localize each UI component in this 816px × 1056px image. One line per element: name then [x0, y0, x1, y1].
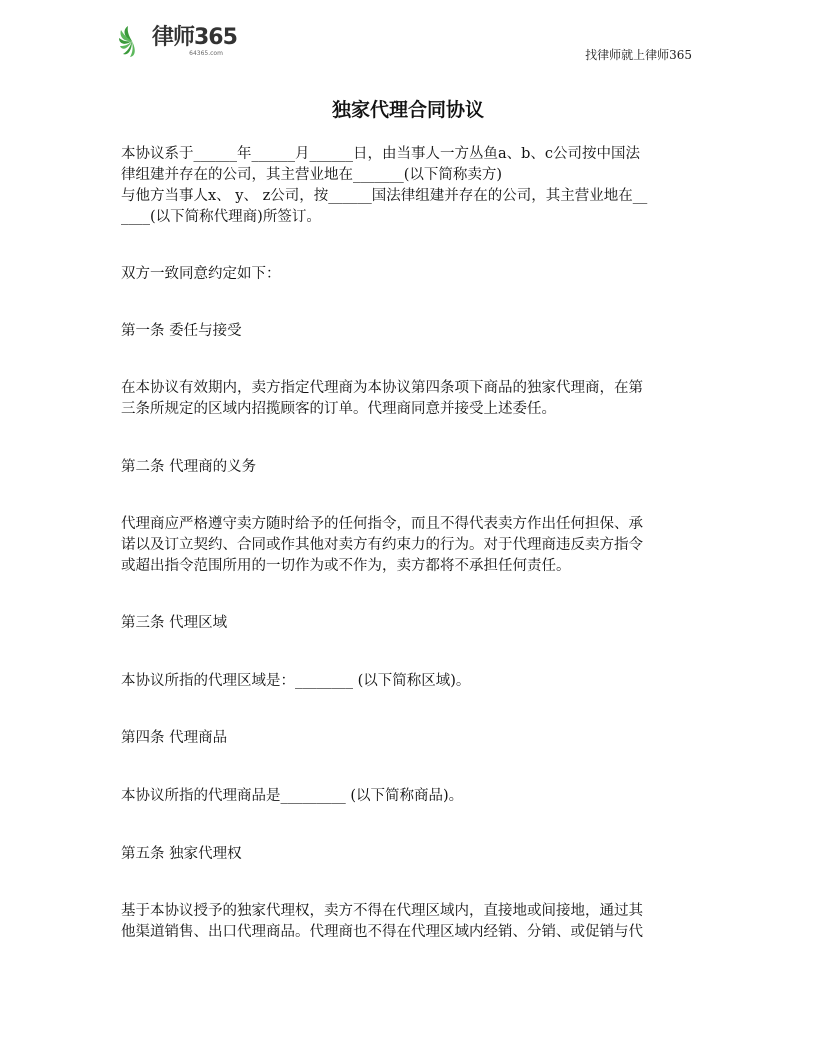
section-heading: 第一条 委任与接受: [121, 323, 242, 339]
logo-subtext: 64365.com: [189, 49, 223, 57]
paragraph-line: 律组建并存在的公司，其主营业地在_______(以下简称卖方): [121, 167, 503, 183]
section-heading: 第二条 代理商的义务: [121, 459, 257, 475]
paragraph-line: 本协议系于______年______月______日，由当事人一方丛鱼a、b、c公司按中国法: [121, 146, 641, 162]
section-heading: 第四条 代理商品: [121, 730, 228, 746]
paragraph-line: 或超出指令范围所用的一切作为或不作为，卖方都将不承担任何责任。: [121, 558, 571, 574]
section-heading: 第三条 代理区域: [121, 615, 228, 631]
paragraph-line: 本协议所指的代理区域是：________ (以下简称区域)。: [121, 673, 471, 689]
logo: [118, 24, 237, 58]
paragraph-line: 与他方当事人x、 y、 z公司，按______国法律组建并存在的公司，其主营业地在__: [121, 188, 648, 204]
paragraph-line: 他渠道销售、出口代理商品。代理商也不得在代理区域内经销、分销、或促销与代: [121, 924, 643, 940]
paragraph-line: 在本协议有效期内，卖方指定代理商为本协议第四条项下商品的独家代理商，在第: [121, 380, 643, 396]
logo-wordmark: [152, 26, 237, 57]
logo-text: 律师365: [152, 24, 237, 50]
header-slogan: 找律师就上律师365: [585, 48, 692, 62]
paragraph-line: 三条所规定的区域内招揽顾客的订单。代理商同意并接受上述委任。: [121, 401, 556, 417]
paragraph-line: 基于本协议授予的独家代理权，卖方不得在代理区域内，直接地或间接地，通过其: [121, 903, 643, 919]
leaf-logo-icon: [118, 24, 148, 58]
paragraph-line: ____(以下简称代理商)所签订。: [121, 209, 321, 225]
paragraph-line: 代理商应严格遵守卖方随时给予的任何指令，而且不得代表卖方作出任何担保、承: [121, 516, 643, 532]
paragraph-line: 双方一致同意约定如下：: [121, 266, 281, 282]
document-title: 独家代理合同协议: [331, 99, 484, 121]
section-heading: 第五条 独家代理权: [121, 846, 242, 862]
paragraph-line: 诺以及订立契约、合同或作其他对卖方有约束力的行为。对于代理商违反卖方指令: [121, 537, 643, 553]
paragraph-line: 本协议所指的代理商品是_________ (以下简称商品)。: [121, 788, 464, 804]
